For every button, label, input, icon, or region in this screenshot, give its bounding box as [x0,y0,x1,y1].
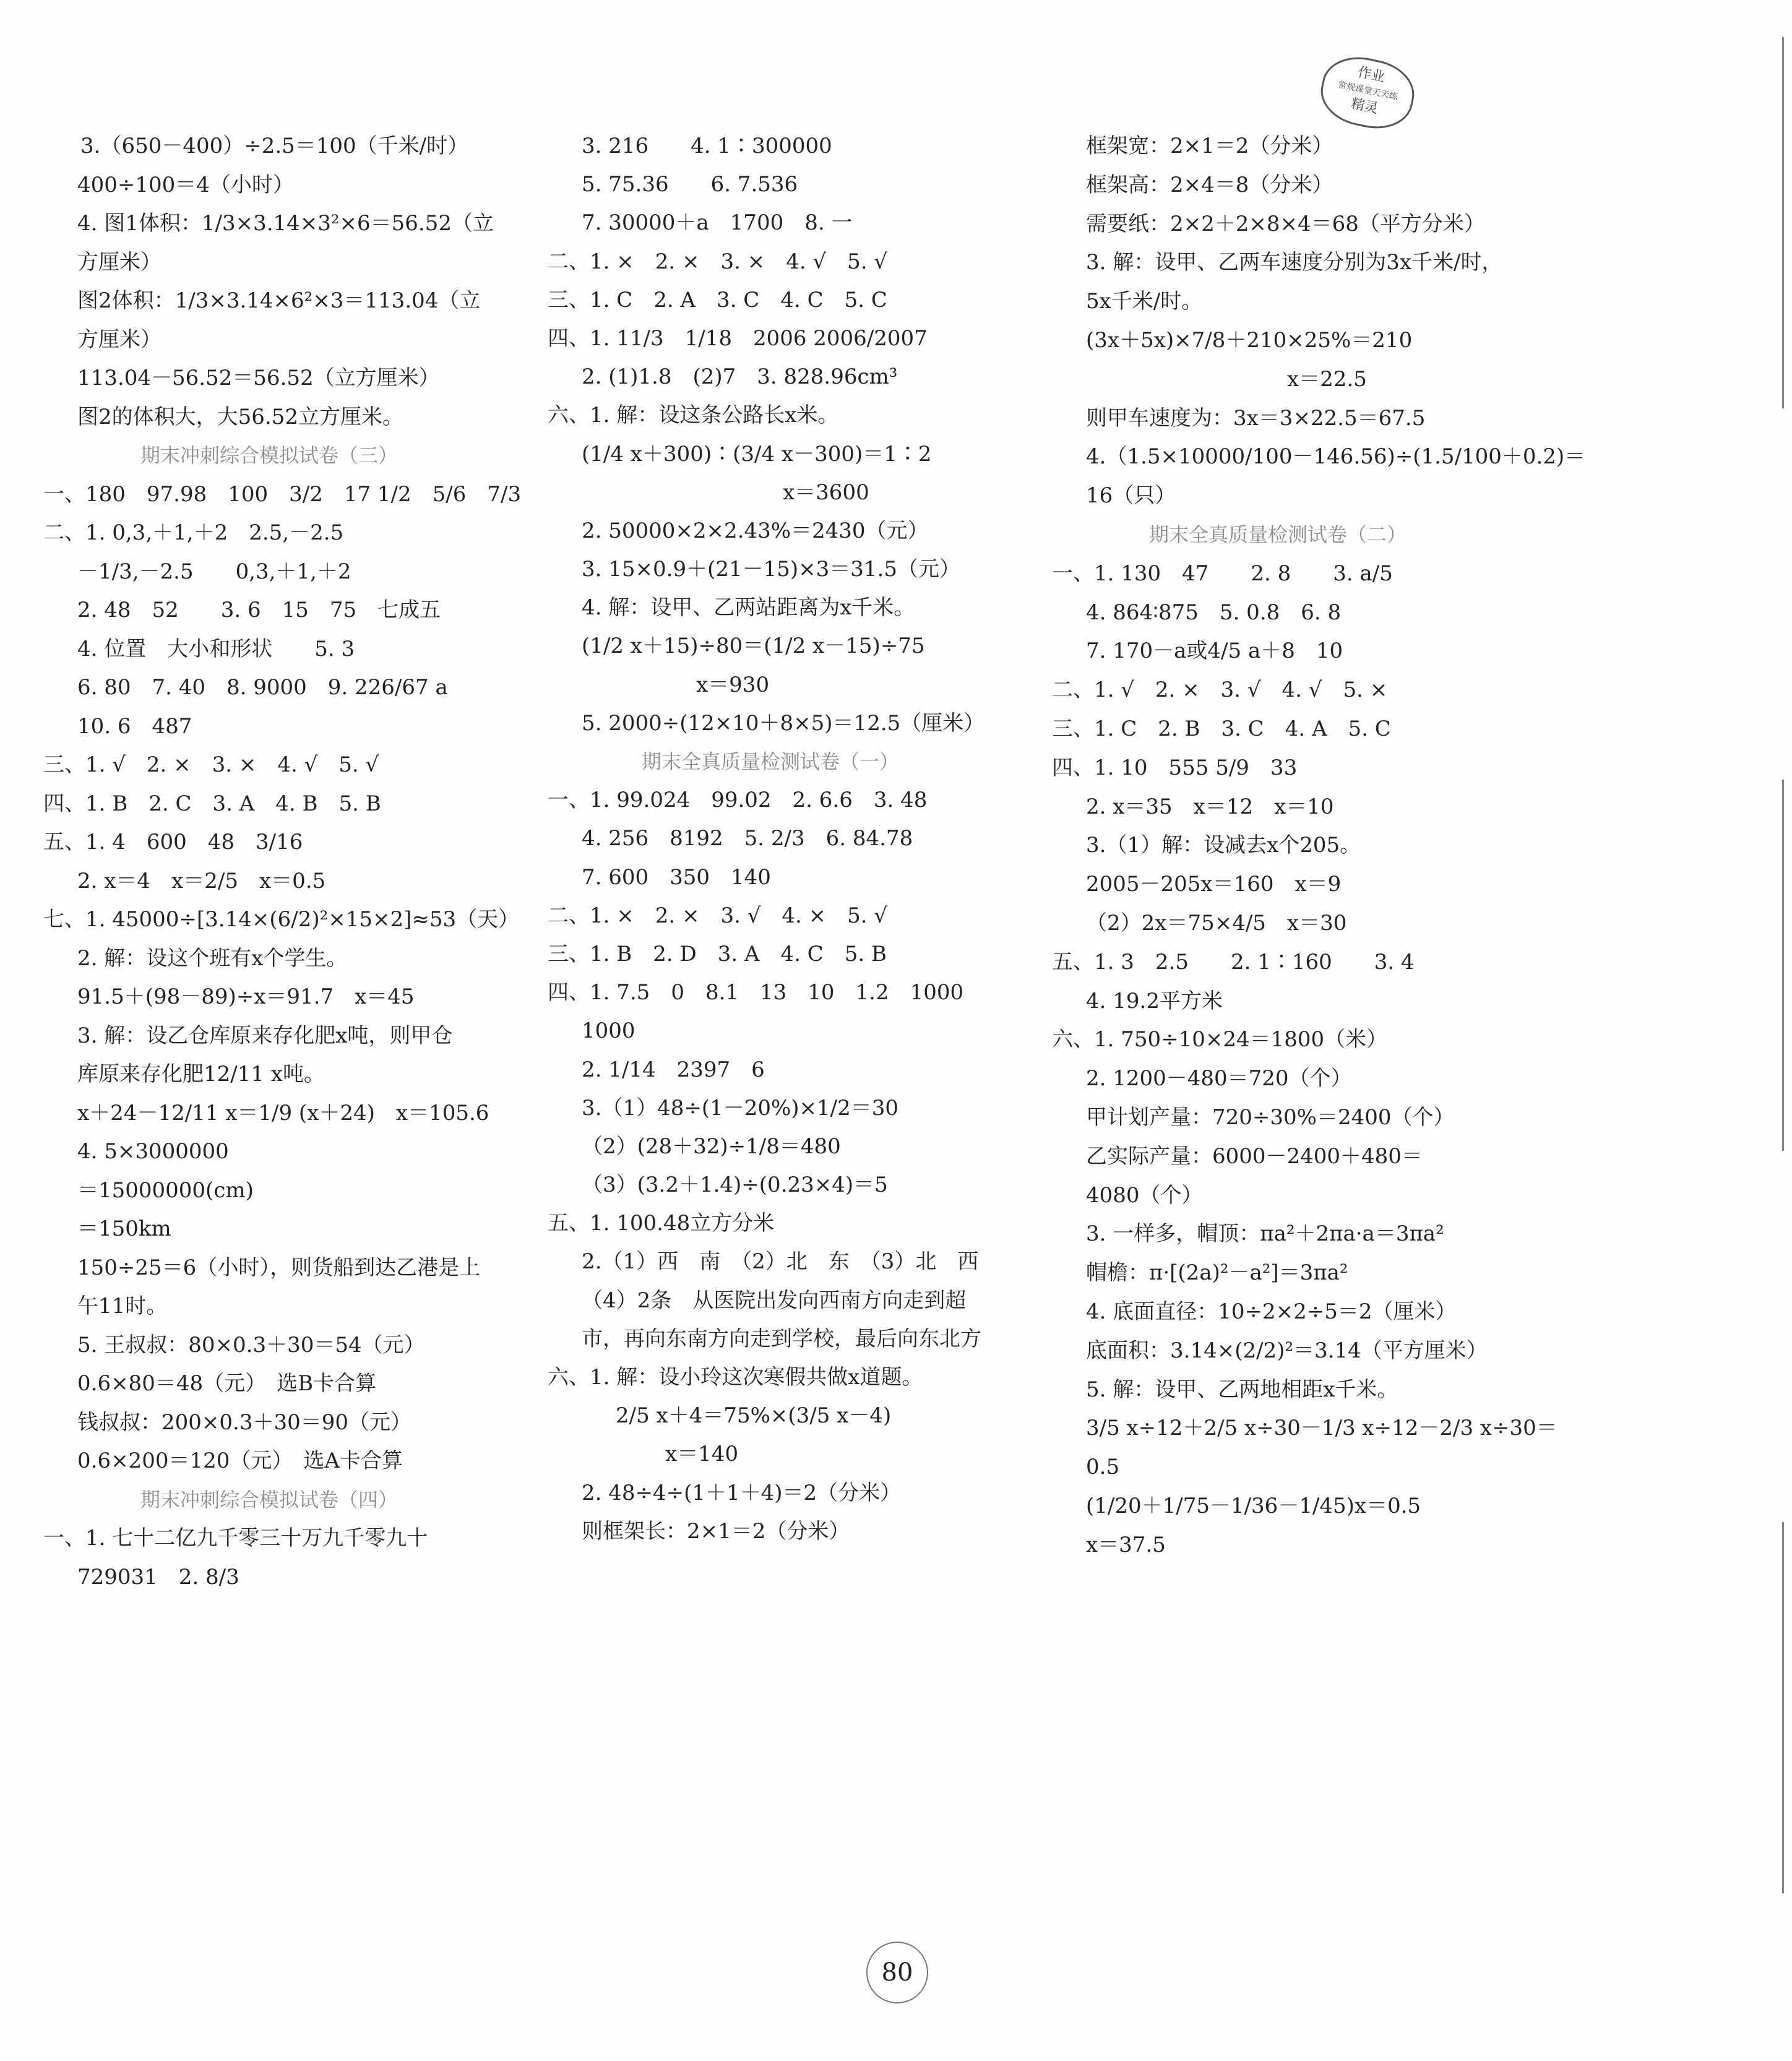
answer-line: 六、1. 解：设小玲这次寒假共做x道题。 [548,1365,923,1390]
answer-line: 需要纸：2×2＋2×8×4＝68（平方分米） [1086,211,1485,236]
answer-line: 7. 30000＋a 1700 8. 一 [582,210,853,236]
answer-line: 2.（1）西 南 （2）北 东 （3）北 西 [582,1249,979,1275]
answer-line: 5x千米/时。 [1086,289,1203,314]
answer-line: 4. 864∶875 5. 0.8 6. 8 [1086,600,1342,625]
answer-line: 方厘米） [77,327,162,352]
answer-line: 400÷100＝4（小时） [77,172,294,197]
answer-line: 框架高：2×4＝8（分米） [1086,172,1333,197]
answer-line: 5. 75.36 6. 7.536 [582,172,798,197]
publisher-stamp [1315,50,1420,136]
answer-line: 113.04－56.52＝56.52（立方厘米） [77,366,440,390]
answer-line: 150÷25＝6（小时），则货船到达乙港是上 [77,1255,481,1280]
answer-line: 4080（个） [1086,1182,1203,1208]
answer-line: 3. 解：设甲、乙两车速度分别为3x千米/时， [1086,250,1503,275]
answer-line: 2. 1200－480＝720（个） [1086,1066,1352,1091]
answer-line: 3.（1）48÷(1－20%)×1/2＝30 [582,1095,899,1121]
answer-line: (3x＋5x)×7/8＋210×25%＝210 [1086,327,1413,353]
answer-line: x＝37.5 [1086,1532,1166,1557]
answer-line: 2. 解：设这个班有x个学生。 [77,945,348,971]
answer-line: 2. (1)1.8 (2)7 3. 828.96cm³ [582,364,898,390]
answer-line: 2. x＝35 x＝12 x＝10 [1086,794,1334,819]
stamp-line-2: 常规课堂天天练 [1337,80,1399,103]
answer-line: 框架宽：2×1＝2（分米） [1086,134,1333,158]
answer-line: 7. 170－a或4/5 a＋8 10 [1086,639,1343,664]
answer-line: 5. 2000÷(12×10＋8×5)＝12.5（厘米） [582,710,985,736]
answer-line: (1/4 x＋300)∶(3/4 x－300)＝1∶2 [582,441,932,467]
answer-line: 二、1. 0,3,＋1,＋2 2.5,－2.5 [43,520,344,545]
answer-line: 3. 解：设乙仓库原来存化肥x吨，则甲仓 [77,1023,453,1048]
answer-line: ＝15000000(cm) [77,1177,254,1203]
answer-line: 七、1. 45000÷[3.14×(6/2)²×15×2]≈53（天） [43,907,520,932]
answer-line: x＝930 [696,672,770,697]
answer-line: （3）(3.2＋1.4)÷(0.23×4)＝5 [582,1172,888,1198]
answer-line: 4. 位置 大小和形状 5. 3 [77,636,355,661]
answer-line: 四、1. B 2. C 3. A 4. B 5. B [43,791,381,816]
answer-line: 2. 50000×2×2.43%＝2430（元） [582,518,929,543]
answer-line: 2. x＝4 x＝2/5 x＝0.5 [77,868,326,893]
page-edge-mark [1782,37,1784,1893]
answer-line: (1/2 x＋15)÷80＝(1/2 x－15)÷75 [582,634,925,659]
answer-line: 库原来存化肥12/11 x吨。 [77,1062,325,1086]
answer-line: x＝3600 [783,480,869,505]
answer-line: 4. 底面直径：10÷2×2÷5＝2（厘米） [1086,1299,1457,1324]
answer-line: 二、1. × 2. × 3. × 4. √ 5. √ [548,249,888,274]
answer-line: 4. 解：设甲、乙两站距离为x千米。 [582,595,915,621]
answer-line: 甲计划产量：720÷30%＝2400（个） [1086,1104,1455,1130]
column-right [1052,127,1586,1564]
section-title: 期末全真质量检测试卷（二） [1148,522,1406,546]
answer-line: 三、1. B 2. D 3. A 4. C 5. B [548,941,887,966]
answer-line: 四、1. 10 555 5/9 33 [1052,755,1298,780]
answer-line: 五、1. 100.48立方分米 [548,1211,775,1236]
answer-line: 6. 80 7. 40 8. 9000 9. 226/67 a [77,675,448,700]
answer-line: 5. 解：设甲、乙两地相距x千米。 [1086,1377,1398,1402]
answer-line: 2. 48 52 3. 6 15 75 七成五 [77,598,441,622]
answer-line: 图2体积：1/3×3.14×6²×3＝113.04（立 [77,288,481,313]
answer-line: 一、180 97.98 100 3/2 17 1/2 5/6 7/3 [43,481,522,507]
answer-line: 4. 19.2平方米 [1086,988,1223,1013]
answer-line: 2/5 x＋4＝75%×(3/5 x－4) [616,1403,892,1429]
answer-line: 六、1. 解：设这条公路长x米。 [548,403,839,428]
column-middle [548,127,993,1551]
answer-line: 4. 256 8192 5. 2/3 6. 84.78 [582,826,913,851]
answer-line: 一、1. 99.024 99.02 2. 6.6 3. 48 [548,788,928,813]
answer-line: 五、1. 3 2.5 2. 1∶160 3. 4 [1052,949,1415,975]
answer-line: 方厘米） [77,249,162,275]
answer-line: ＝150km [77,1216,171,1241]
answer-line: （4）2条 从医院出发向西南方向走到超 [582,1288,967,1313]
answer-line: 图2的体积大，大56.52立方厘米。 [77,404,403,429]
answer-line: 乙实际产量：6000－2400＋480＝ [1086,1143,1423,1169]
answer-line: 0.6×80＝48（元） 选B卡合算 [77,1371,377,1396]
stamp-line-1: 作业 [1356,64,1387,85]
answer-line: 4.（1.5×10000/100－146.56)÷(1.5/100＋0.2)＝ [1086,444,1586,470]
answer-line: x＝22.5 [1287,366,1367,392]
answer-line: －1/3,－2.5 0,3,＋1,＋2 [77,559,351,584]
answer-line: 六、1. 750÷10×24＝1800（米） [1052,1027,1388,1052]
section-title: 期末冲刺综合模拟试卷（四） [140,1487,398,1512]
answer-line: 4. 图1体积：1/3×3.14×3²×6＝56.52（立 [77,211,494,236]
answer-line: 二、1. × 2. × 3. √ 4. × 5. √ [548,903,888,928]
answer-line: 四、1. 11/3 1/18 2006 2006/2007 [548,325,928,351]
answer-line: 则甲车速度为：3x＝3×22.5＝67.5 [1086,405,1426,431]
answer-line: 底面积：3.14×(2/2)²＝3.14（平方厘米） [1086,1338,1488,1363]
answer-line: 4. 5×3000000 [77,1139,229,1164]
answer-line: 91.5＋(98－89)÷x＝91.7 x＝45 [77,984,415,1009]
answer-line: 四、1. 7.5 0 8.1 13 10 1.2 1000 [548,980,964,1005]
answer-line: 二、1. √ 2. × 3. √ 4. √ 5. × [1052,678,1388,703]
answer-line: 0.6×200＝120（元） 选A卡合算 [77,1448,403,1473]
answer-line: 3. 216 4. 1∶300000 [582,134,832,158]
section-title: 期末全真质量检测试卷（一） [641,750,899,773]
answer-line: 2. 48÷4÷(1＋1＋4)＝2（分米） [582,1480,902,1505]
answer-line: 729031 2. 8/3 [77,1564,239,1590]
answer-line: 午11时。 [77,1294,168,1319]
answer-line: 3/5 x÷12＋2/5 x÷30－1/3 x÷12－2/3 x÷30＝ [1086,1416,1557,1441]
answer-line: 3. 15×0.9＋(21－15)×3＝31.5（元） [582,557,960,582]
answer-line: 市，再向东南方向走到学校，最后向东北方 [582,1326,981,1351]
answer-line: (1/20＋1/75－1/36－1/45)x＝0.5 [1086,1493,1421,1518]
answer-line: （2）2x＝75×4/5 x＝30 [1086,910,1347,936]
answer-line: 三、1. √ 2. × 3. × 4. √ 5. √ [43,752,379,777]
answer-line: 三、1. C 2. A 3. C 4. C 5. C [548,287,887,312]
answer-line: 3.（1）解：设减去x个205。 [1086,833,1361,858]
answer-line: 一、1. 130 47 2. 8 3. a/5 [1052,561,1393,586]
answer-line: 2. 1/14 2397 6 [582,1057,765,1082]
answer-line: 1000 [582,1018,635,1044]
answer-line: 5. 王叔叔：80×0.3＋30＝54（元） [77,1332,425,1358]
answer-line: 五、1. 4 600 48 3/16 [43,830,303,854]
answer-line: 则框架长：2×1＝2（分米） [582,1518,850,1544]
answer-line: （2）(28＋32)÷1/8＝480 [582,1134,841,1159]
answer-line: 3.（650－400）÷2.5＝100（千米/时） [80,134,469,158]
answer-line: 10. 6 487 [77,713,192,739]
answer-line: x＋24－12/11 x＝1/9 (x＋24) x＝105.6 [77,1100,489,1125]
answer-line: 3. 一样多，帽顶：πa²＋2πa·a＝3πa² [1086,1221,1444,1247]
answer-line: 钱叔叔：200×0.3＋30＝90（元） [77,1409,411,1435]
answer-line: 2005－205x＝160 x＝9 [1086,872,1342,897]
page-number: 80 [866,1942,928,2003]
stamp-line-3: 精灵 [1350,96,1380,117]
answer-line: 0.5 [1086,1455,1120,1480]
answer-line: 7. 600 350 140 [582,864,771,890]
answer-line: 一、1. 七十二亿九千零三十万九千零九十 [43,1526,428,1551]
answer-line: 三、1. C 2. B 3. C 4. A 5. C [1052,716,1391,741]
answer-line: x＝140 [665,1442,739,1467]
column-left [43,127,522,1596]
answer-line: 帽檐：π·[(2a)²－a²]＝3πa² [1086,1260,1348,1286]
section-title: 期末冲刺综合模拟试卷（三） [140,444,398,467]
answer-line: 16（只） [1086,483,1176,509]
